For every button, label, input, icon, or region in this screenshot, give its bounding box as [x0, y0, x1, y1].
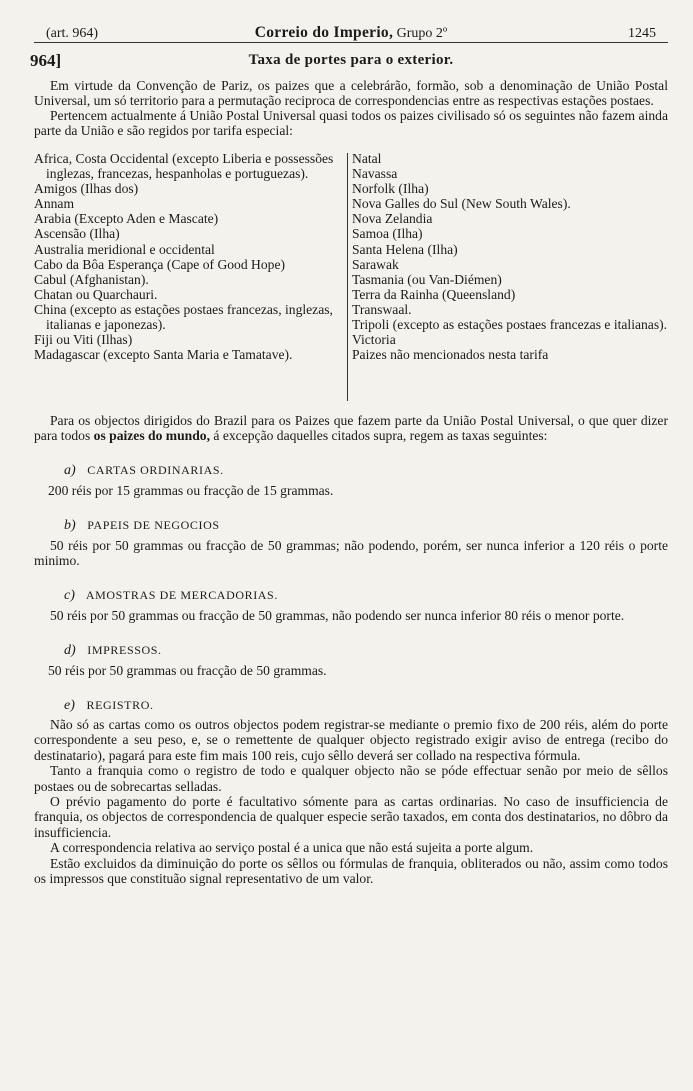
country-item: Sarawak — [352, 256, 399, 272]
header-title-group: Grupo 2º — [396, 26, 448, 41]
country-item: Terra da Rainha (Queensland) — [352, 286, 516, 302]
objects-text-before: Para os objectos dirigidos do Brazil para os Paizes que fazem parte da União Postal Universal, o que quer dizer para todos — [34, 413, 668, 443]
country-list-table — [34, 151, 668, 401]
section-heading — [30, 51, 668, 75]
country-item: Nova Zelandia — [352, 211, 433, 227]
country-item: Madagascar (excepto Santa Maria e Tamatave). — [34, 347, 293, 363]
rate-heading — [34, 643, 668, 659]
rate-section-d — [34, 643, 668, 678]
registro-paragraph: Não só as cartas como os outros objectos podem registrar-se mediante o premio fixo de 200 réis, além do porte correspondente a seu peso, e, se o remettente de qualquer objecto registrado exigir aviso de entrega (recibo do destinatario), pagará para este fim mais 100 reis, cujo sêllo deverá ser collado na respectiva fórmula. — [34, 717, 668, 763]
rate-letter: b) — [64, 518, 76, 533]
country-item: Cabo da Bôa Esperança (Cape of Good Hope) — [34, 256, 286, 272]
country-item: Amigos (Ilhas dos) — [34, 181, 139, 197]
rate-heading — [34, 698, 668, 714]
country-item: Navassa — [352, 166, 398, 182]
rate-title: REGISTRO. — [86, 698, 154, 712]
rate-paragraph: 50 réis por 50 grammas ou fracção de 50 grammas; não podendo, porém, ser nunca inferior a 120 réis o porte minimo. — [34, 538, 668, 568]
country-item: Tripoli (excepto as estações postaes francezas e italianas). — [352, 317, 668, 333]
rate-heading — [34, 588, 668, 604]
rate-section-e — [34, 698, 668, 886]
country-item: Natal — [352, 151, 382, 166]
country-item: Australia meridional e occidental — [34, 241, 215, 257]
country-item: Norfolk (Ilha) — [352, 181, 429, 197]
rate-section-c — [34, 588, 668, 623]
objects-paragraph — [34, 413, 668, 443]
registro-paragraph: Tanto a franquia como o registro de todo e qualquer objecto não se póde effectuar senão por meio de sêllos postaes ou de sobrecartas selladas. — [34, 763, 668, 794]
page-number: 1245 — [628, 26, 656, 41]
rate-text: 50 réis por 50 grammas ou fracção de 50 grammas. — [48, 663, 327, 678]
rate-text — [34, 608, 668, 623]
section-number: 964] — [30, 51, 62, 70]
rate-letter: a) — [64, 463, 76, 478]
country-item: Nova Galles do Sul (New South Wales). — [352, 196, 571, 212]
country-item: Tasmania (ou Van-Diémen) — [352, 271, 502, 287]
country-list-left — [34, 151, 346, 362]
rate-section-b — [34, 518, 668, 568]
country-item: Africa, Costa Occidental (excepto Liberia e possessões inglezas, francezas, hespanholas e portuguezas). — [34, 151, 334, 182]
rate-section-a — [34, 463, 668, 498]
column-divider — [347, 153, 348, 401]
intro-paragraph-1: Em virtude da Convenção de Pariz, os paizes que a celebrárão, formão, sob a denominação de União Postal Universal, um só territorio para a permutação reciproca de correspondencias entre as respectivas estações postaes. — [34, 78, 668, 108]
country-item: Ascensão (Ilha) — [34, 226, 120, 242]
header-title — [34, 24, 668, 42]
rate-title: AMOSTRAS DE MERCADORIAS. — [85, 588, 278, 602]
registro-paragraph: O prévio pagamento do porte é facultativo sómente para as cartas ordinarias. No caso de insufficiencia de franquia, os objectos de correspondencia de qualquer especie serão taxados, em conta dos destinatarios, no dôbro da insufficiencia. — [34, 794, 668, 840]
country-item: Samoa (Ilha) — [352, 226, 423, 242]
country-item: Chatan ou Quarchauri. — [34, 286, 158, 302]
objects-text-bold: os paizes do mundo, — [93, 428, 210, 443]
running-header — [34, 20, 668, 43]
rate-title: CARTAS ORDINARIAS. — [87, 463, 224, 477]
section-title: Taxa de portes para o exterior. — [248, 52, 454, 68]
country-item: Fiji ou Viti (Ilhas) — [34, 332, 133, 348]
rate-text: 200 réis por 15 grammas ou fracção de 15 grammas. — [48, 483, 334, 498]
rate-letter: d) — [64, 643, 76, 658]
header-title-main: Correio do Imperio, — [254, 24, 394, 41]
rate-paragraph: 50 réis por 50 grammas ou fracção de 50 grammas, não podendo ser nunca inferior 80 réis o menor porte. — [50, 608, 625, 623]
country-item: Cabul (Afghanistan). — [34, 271, 149, 287]
intro-paragraph-2: Pertencem actualmente á União Postal Universal quasi todos os paizes civilisado só os seguintes não fazem ainda parte da União e são regidos por tarifa especial: — [34, 108, 668, 138]
rate-letter: e) — [64, 698, 75, 713]
country-item: Santa Helena (Ilha) — [352, 241, 458, 257]
rate-title: IMPRESSOS. — [87, 643, 162, 657]
rate-text — [34, 538, 668, 568]
country-item: China (excepto as estações postaes francezas, inglezas, italianas e japonezas). — [34, 301, 333, 333]
country-list-right — [352, 151, 668, 362]
objects-text-after: á excepção daquelles citados supra, regem as taxas seguintes: — [213, 428, 548, 443]
country-item: Transwaal. — [352, 301, 412, 317]
rate-letter: c) — [64, 588, 75, 603]
rate-title: PAPEIS DE NEGOCIOS — [87, 518, 220, 532]
rate-heading — [34, 463, 668, 479]
country-item: Annam — [34, 196, 75, 212]
country-item: Paizes não mencionados nesta tarifa — [352, 347, 549, 363]
article-reference: (art. 964) — [46, 26, 99, 41]
registro-paragraph: Estão excluidos da diminuição do porte os sêllos ou fórmulas de franquia, obliterados ou não, assim como todos os impressos que constituão signal representativo de um valor. — [34, 855, 668, 887]
country-item: Victoria — [352, 332, 396, 348]
rate-heading — [34, 518, 668, 534]
registro-paragraph: A correspondencia relativa ao serviço postal é a unica que não está sujeita a porte algum. — [50, 840, 534, 856]
document-page — [30, 20, 668, 887]
country-item: Arabia (Excepto Aden e Mascate) — [34, 211, 219, 227]
